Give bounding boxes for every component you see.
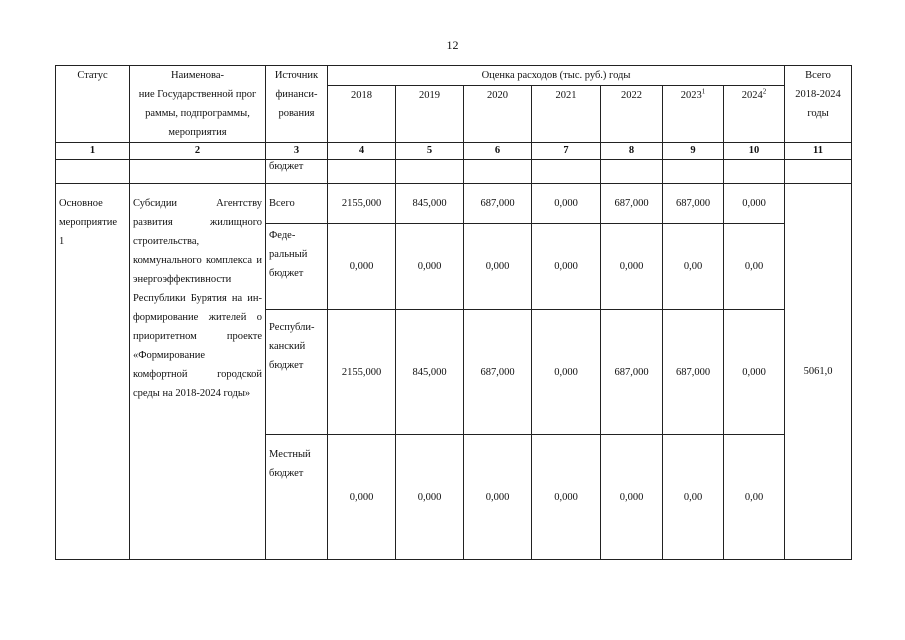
value-cell: 687,000: [663, 310, 724, 435]
column-number: 10: [724, 143, 785, 160]
value-cell: 2155,000: [328, 184, 396, 224]
header-total-line: годы: [807, 108, 829, 119]
empty-cell: [724, 160, 785, 184]
header-name-line: ние Государственной прог: [138, 89, 257, 100]
continuation-row: [56, 160, 852, 184]
header-name: [130, 66, 266, 143]
column-number: 11: [785, 143, 852, 160]
empty-cell: [532, 160, 601, 184]
header-year-2019: 2019: [396, 86, 464, 143]
source-label-line: Местный: [269, 449, 311, 460]
value-cell: 0,000: [464, 435, 532, 560]
empty-cell: [328, 160, 396, 184]
value-cell: 687,000: [464, 310, 532, 435]
column-number: 9: [663, 143, 724, 160]
source-label-line: Феде-: [269, 230, 296, 241]
value-cell: 0,000: [396, 435, 464, 560]
value-cell: 0,000: [724, 310, 785, 435]
value-cell: 2155,000: [328, 310, 396, 435]
value-cell: 687,000: [601, 310, 663, 435]
source-label-line: ральный: [269, 249, 308, 260]
status-line: 1: [59, 236, 65, 247]
value-cell: 845,000: [396, 184, 464, 224]
header-total: [785, 66, 852, 143]
source-label-line: канский: [269, 341, 306, 352]
value-cell: 845,000: [396, 310, 464, 435]
total-value: 5061,0: [785, 184, 852, 560]
column-number: 6: [464, 143, 532, 160]
value-cell: 0,000: [601, 224, 663, 310]
footnote-marker: 1: [701, 87, 706, 96]
header-year-2024: [724, 86, 785, 143]
value-cell: 0,00: [663, 435, 724, 560]
status-line: мероприятие: [59, 217, 117, 228]
value-cell: 687,000: [663, 184, 724, 224]
year-label: 2024: [741, 90, 763, 102]
header-name-line: мероприятия: [168, 127, 227, 138]
header-status: Статус: [56, 66, 130, 143]
value-cell: 0,000: [532, 435, 601, 560]
value-cell: 687,000: [464, 184, 532, 224]
header-source-line: финанси-: [275, 89, 318, 100]
continuation-source: бюджет: [266, 160, 328, 184]
header-year-2018: 2018: [328, 86, 396, 143]
source-label-line: Всего: [269, 198, 295, 209]
status-line: Основное: [59, 198, 103, 209]
header-name-line: Наименова-: [170, 70, 224, 81]
status-cell: [56, 184, 130, 560]
source-label: [266, 184, 328, 224]
source-label-line: бюджет: [269, 268, 304, 279]
value-cell: 0,000: [532, 310, 601, 435]
header-year-2022: 2022: [601, 86, 663, 143]
header-name-line: раммы, подпрограммы,: [145, 108, 250, 119]
empty-cell: [56, 160, 130, 184]
header-year-2023: [663, 86, 724, 143]
value-cell: 0,000: [601, 435, 663, 560]
header-year-2021: 2021: [532, 86, 601, 143]
footnote-marker: 2: [762, 87, 767, 96]
empty-cell: [130, 160, 266, 184]
column-number-row: [56, 143, 852, 160]
value-cell: 0,00: [724, 435, 785, 560]
budget-table: [55, 65, 852, 560]
column-number: 1: [56, 143, 130, 160]
empty-cell: [785, 160, 852, 184]
source-label: [266, 310, 328, 435]
value-cell: 0,000: [532, 184, 601, 224]
value-cell: 687,000: [601, 184, 663, 224]
header-year-2020: 2020: [464, 86, 532, 143]
source-label-line: бюджет: [269, 360, 304, 371]
value-cell: 0,000: [396, 224, 464, 310]
value-cell: 0,00: [724, 224, 785, 310]
header-source-line: рования: [278, 108, 315, 119]
column-number: 8: [601, 143, 663, 160]
empty-cell: [663, 160, 724, 184]
page-number: 12: [446, 38, 459, 52]
empty-cell: [396, 160, 464, 184]
source-label: [266, 224, 328, 310]
column-number: 2: [130, 143, 266, 160]
source-label: [266, 435, 328, 560]
column-number: 7: [532, 143, 601, 160]
column-number: 5: [396, 143, 464, 160]
column-number: 4: [328, 143, 396, 160]
header-total-line: Всего: [805, 70, 831, 81]
source-label-line: Республи-: [269, 322, 315, 333]
header-total-line: 2018-2024: [795, 89, 841, 100]
value-cell: 0,000: [464, 224, 532, 310]
header-source-line: Источник: [274, 70, 319, 81]
column-number: 3: [266, 143, 328, 160]
value-cell: 0,000: [328, 224, 396, 310]
year-label: 2023: [680, 90, 702, 102]
value-cell: 0,000: [532, 224, 601, 310]
value-cell: 0,000: [328, 435, 396, 560]
source-label-line: бюджет: [269, 468, 304, 479]
value-cell: 0,00: [663, 224, 724, 310]
value-cell: 0,000: [724, 184, 785, 224]
empty-cell: [601, 160, 663, 184]
measure-name-cell: Субсидии Агентству развития жилищного строительства, коммунального комплекса и энергоэффективности Республики Бурятия на ин-формирование жителей о приоритетном проекте «Формирование комфортной городской среды на 2018-2024 годы»: [130, 184, 266, 560]
empty-cell: [464, 160, 532, 184]
source-row-total: [56, 184, 852, 224]
header-estimate: Оценка расходов (тыс. руб.) годы: [328, 66, 785, 86]
header-source: [266, 66, 328, 143]
